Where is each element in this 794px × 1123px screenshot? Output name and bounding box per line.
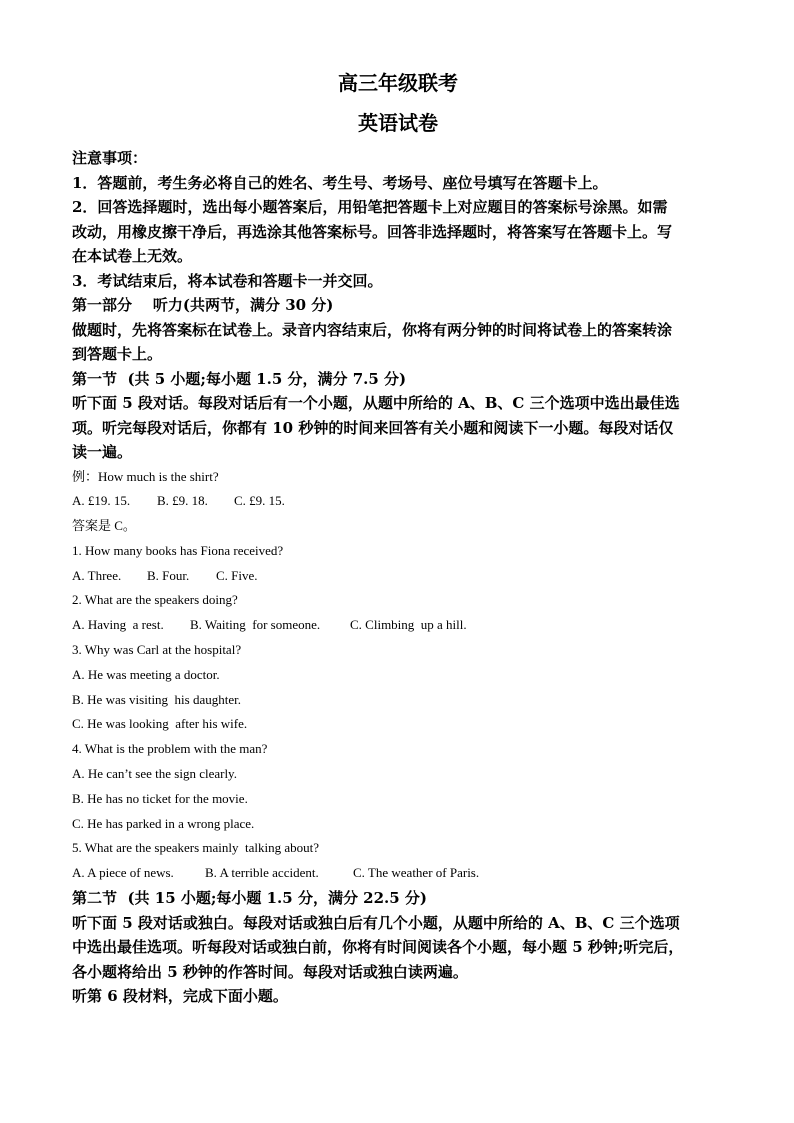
option-b: B. £9. 18. <box>157 493 208 509</box>
option-c: C. Climbing up a hill. <box>350 617 467 633</box>
exam-subtitle: 英语试卷 <box>358 111 438 135</box>
section2-material: 听第 6 段材料，完成下面小题。 <box>72 987 288 1006</box>
option-a: A. Having a rest. <box>72 617 164 633</box>
example-answer: 答案是 C。 <box>72 518 136 534</box>
section1-heading: 第一节 (共 5 小题;每小题 1.5 分，满分 7.5 分) <box>72 369 407 388</box>
question-4-option-c: C. He has parked in a wrong place. <box>72 815 255 831</box>
example-question: 例：How much is the shirt? <box>72 468 219 484</box>
question-5-options <box>72 861 724 886</box>
notice-heading: 注意事项： <box>72 149 148 167</box>
section2-heading: 第二节 (共 15 小题;每小题 1.5 分，满分 22.5 分) <box>72 889 428 908</box>
notice-item-3: 3．考试结束后，将本试卷和答题卡一并交回。 <box>72 271 383 290</box>
notice-item-2: 2．回答选择题时，选出每小题答案后，用铅笔把答题卡上对应题目的答案标号涂黑。如需 <box>72 198 668 216</box>
question-4: 4. What is the problem with the man? <box>72 741 268 757</box>
section1-intro-line-1: 听下面 5 段对话。每段对话后有一个小题，从题中所给的 A、B、C 三个选项中选出最佳选 <box>72 394 680 412</box>
option-b: B. A terrible accident. <box>205 865 319 881</box>
question-4-option-a: A. He can’t see the sign clearly. <box>72 766 237 782</box>
notice-item-1: 1．答题前，考生务必将自己的姓名、考生号、考场号、座位号填写在答题卡上。 <box>72 173 608 192</box>
section1-intro-line-2: 项。听完每段对话后，你都有 10 秒钟的时间来回答有关小题和阅读下一小题。每段对话仅 <box>72 418 674 437</box>
option-b: B. Waiting for someone. <box>190 617 321 633</box>
question-1-options <box>72 564 724 589</box>
option-a: A. Three. <box>72 567 122 583</box>
question-2: 2. What are the speakers doing? <box>72 592 238 608</box>
question-1: 1. How many books has Fiona received? <box>72 542 284 558</box>
question-3: 3. Why was Carl at the hospital? <box>72 642 242 658</box>
part1-intro-line-1: 做题时，先将答案标在试卷上。录音内容结束后，你将有两分钟的时间将试卷上的答案转涂 <box>72 320 673 339</box>
notice-item-2-cont: 改动，用橡皮擦干净后，再选涂其他答案标号。回答非选择题时，将答案写在答题卡上。写 <box>72 222 673 241</box>
part1-intro-line-2: 到答题卡上。 <box>72 345 163 363</box>
option-a: A. A piece of news. <box>72 865 174 881</box>
part1-heading: 第一部分 听力(共两节，满分 30 分) <box>72 296 334 314</box>
question-4-option-b: B. He has no ticket for the movie. <box>72 790 248 806</box>
option-c: C. The weather of Paris. <box>353 865 480 881</box>
section2-intro-line-2: 中选出最佳选项。听每段对话或独白前，你将有时间阅读各个小题，每小题 5 秒钟;听完后， <box>72 938 684 957</box>
exam-title: 高三年级联考 <box>338 71 458 95</box>
question-3-option-c: C. He was looking after his wife. <box>72 716 248 732</box>
section2-intro-line-1: 听下面 5 段对话或独白。每段对话或独白后有几个小题，从题中所给的 A、B、C 三个选项 <box>72 913 680 932</box>
option-b: B. Four. <box>147 567 190 583</box>
example-options <box>72 489 724 514</box>
notice-item-2-end: 在本试卷上无效。 <box>72 247 193 265</box>
option-a: A. £19. 15. <box>72 493 131 509</box>
question-5: 5. What are the speakers mainly talking about? <box>72 840 320 856</box>
question-3-option-b: B. He was visiting his daughter. <box>72 691 241 707</box>
section2-intro-line-3: 各小题将给出 5 秒钟的作答时间。每段对话或独白读两遍。 <box>72 962 468 981</box>
question-3-option-a: A. He was meeting a doctor. <box>72 666 220 682</box>
question-2-options <box>72 613 724 638</box>
section1-intro-line-3: 读一遍。 <box>72 443 133 461</box>
option-c: C. Five. <box>216 567 258 583</box>
option-c: C. £9. 15. <box>234 493 285 509</box>
